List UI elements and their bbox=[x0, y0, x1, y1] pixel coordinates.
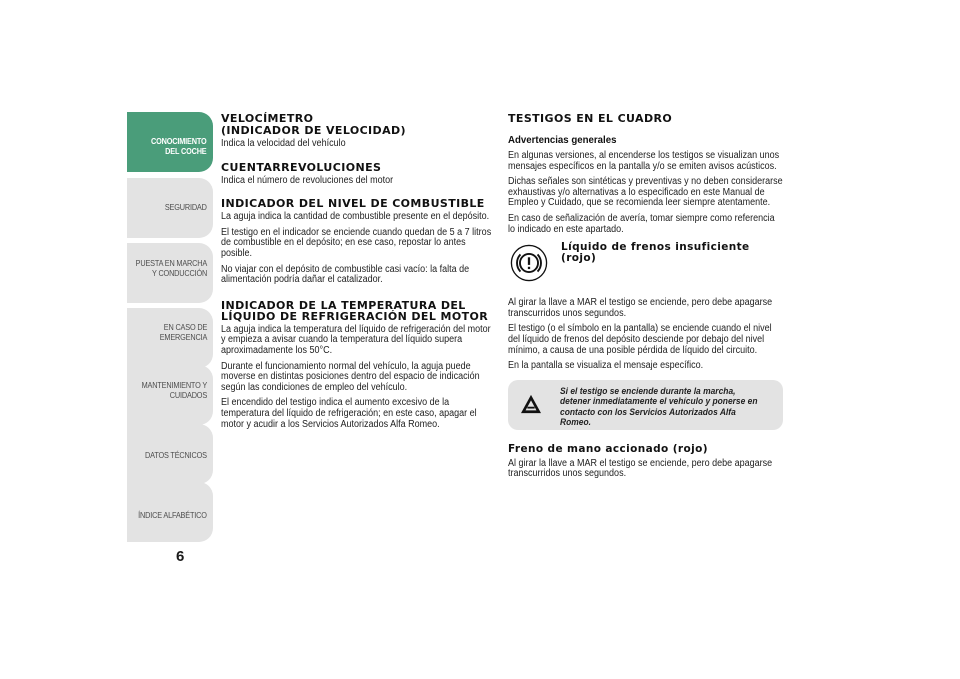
left-column bbox=[221, 113, 495, 435]
warning-text: Si el testigo se enciende durante la marcha, detener inmediatamente el vehículo y ponerse en contacto con los Servicios Autorizados Alfa Romeo. bbox=[560, 385, 758, 428]
tab-label: DATOS TÉCNICOS bbox=[145, 450, 207, 460]
warning-triangle-icon bbox=[520, 394, 542, 414]
paragraph: Al girar la llave a MAR el testigo se enciende, pero debe apagarse transcurridos unos segundos. bbox=[508, 297, 773, 319]
tab-emergencia[interactable] bbox=[127, 308, 213, 368]
section-title-velocimetro: VELOCÍMETRO bbox=[221, 112, 314, 125]
paragraph: El testigo (o el símbolo en la pantalla) se enciende cuando el nivel del líquido de frenos del depósito desciende por debajo del nivel mínimo, a causa de una posible pérdida de líquido del circuito. bbox=[508, 323, 772, 356]
subsection-title-advertencias: Advertencias generales bbox=[508, 134, 617, 146]
tab-label: SEGURIDAD bbox=[165, 202, 207, 212]
handbrake-title: Freno de mano accionado (rojo) bbox=[508, 442, 708, 455]
section-title-cuentarrevoluciones: CUENTARREVOLUCIONES bbox=[221, 160, 382, 174]
paragraph: Indica el número de revoluciones del motor bbox=[221, 174, 394, 186]
paragraph: Al girar la llave a MAR el testigo se enciende, pero debe apagarse transcurridos unos segundos. bbox=[508, 457, 773, 480]
tab-label: PUESTA EN MARCHA Y CONDUCCIÓN bbox=[135, 258, 207, 278]
section-title-combustible: INDICADOR DEL NIVEL DE COMBUSTIBLE bbox=[221, 197, 485, 211]
paragraph: No viajar con el depósito de combustible casi vacío: la falta de alimentación podría dañar el catalizador. bbox=[221, 263, 470, 286]
section-title-temperatura: INDICADOR DE LA TEMPERATURA DEL LÍQUIDO DE REFRIGERACIÓN DEL MOTOR bbox=[221, 298, 489, 323]
tab-indice-alfabetico[interactable] bbox=[127, 482, 213, 542]
page-number: 6 bbox=[176, 548, 185, 565]
tab-label: ÍNDICE ALFABÉTICO bbox=[138, 510, 207, 520]
paragraph: En la pantalla se visualiza el mensaje específico. bbox=[508, 360, 704, 372]
paragraph: Indica la velocidad del vehículo bbox=[221, 138, 346, 149]
paragraph: En algunas versiones, al encenderse los testigos se visualizan unos mensajes específicos en la pantalla y/o se emiten avisos acústicos. bbox=[508, 150, 780, 172]
paragraph: La aguja indica la cantidad de combustible presente en el depósito. bbox=[221, 211, 490, 223]
tab-puesta-en-marcha[interactable] bbox=[127, 243, 213, 303]
paragraph: El encendido del testigo indica el aumento excesivo de la temperatura del líquido de refrigeración; en este caso, apagar el motor y acudir a los Servicios Autorizados Alfa Romeo. bbox=[221, 397, 477, 430]
brake-fluid-warning-icon bbox=[510, 244, 548, 282]
paragraph: Durante el funcionamiento normal del vehículo, la aguja puede moverse en distintas posiciones dentro del espacio de indicación según las condiciones de empleo del vehículo. bbox=[221, 360, 480, 393]
tab-label: CONOCIMIENTO DEL COCHE bbox=[151, 136, 207, 156]
paragraph: En caso de señalización de avería, tomar siempre como referencia lo indicado en este apartado. bbox=[508, 212, 775, 235]
paragraph: El testigo en el indicador se enciende cuando quedan de 5 a 7 litros de combustible en el depósito; en ese caso, repostar lo antes posible. bbox=[221, 226, 492, 259]
section-title-testigos: TESTIGOS EN EL CUADRO bbox=[508, 112, 673, 125]
tab-conocimiento-del-coche[interactable] bbox=[127, 112, 213, 172]
paragraph: La aguja indica la temperatura del líquido de refrigeración del motor y empieza a avisar cuando la temperatura del líquido supera aproximadamente los 50°C. bbox=[221, 323, 491, 356]
tab-mantenimiento[interactable] bbox=[127, 365, 213, 425]
brake-fluid-heading bbox=[508, 240, 783, 292]
tab-label: MANTENIMIENTO Y CUIDADOS bbox=[141, 380, 207, 400]
section-subtitle-velocimetro: (INDICADOR DE VELOCIDAD) bbox=[221, 124, 406, 137]
tab-datos-tecnicos[interactable] bbox=[127, 424, 213, 484]
warning-box bbox=[508, 380, 783, 430]
tab-label: EN CASO DE EMERGENCIA bbox=[159, 322, 207, 342]
paragraph: Dichas señales son sintéticas y preventivas y no deben considerarse exhaustivas y/o alternativas a lo especificado en este Manual de Empleo y Cuidado, que se recomienda leer siempre atentamente. bbox=[508, 176, 783, 209]
brake-fluid-title: Líquido de frenos insuficiente (rojo) bbox=[561, 241, 750, 265]
tab-seguridad[interactable] bbox=[127, 178, 213, 238]
right-column bbox=[508, 113, 783, 485]
